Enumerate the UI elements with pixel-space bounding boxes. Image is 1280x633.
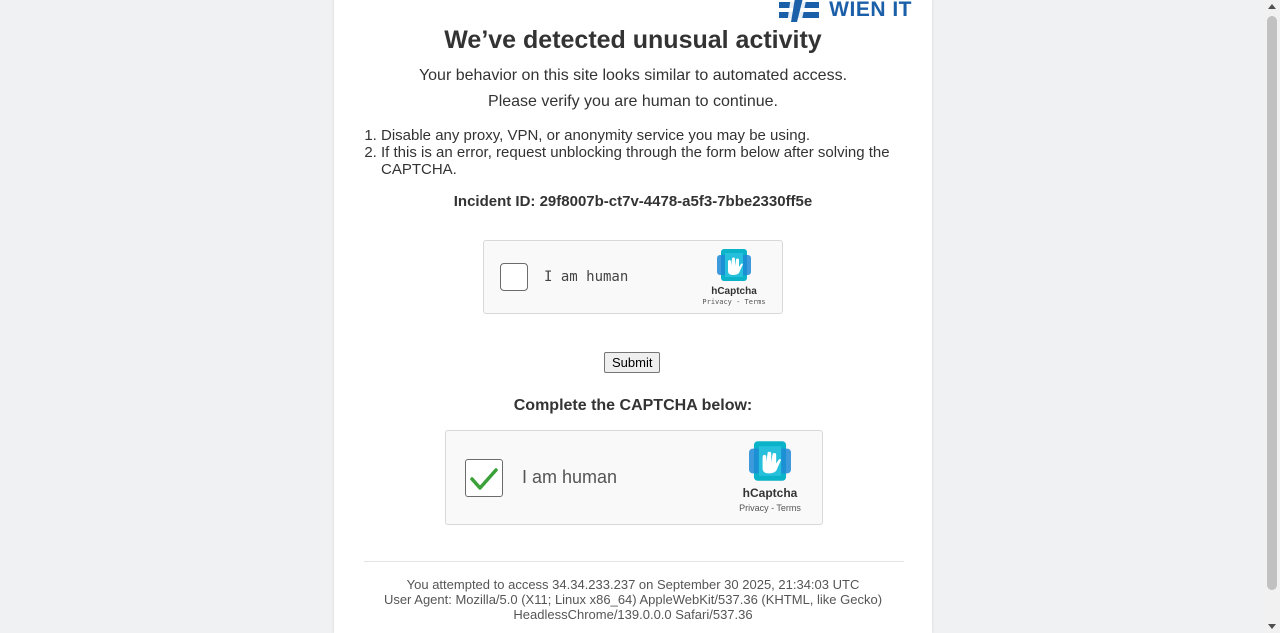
hcaptcha-links[interactable]: Privacy - Terms <box>739 503 801 513</box>
hcaptcha-brand-name: hCaptcha <box>711 286 757 297</box>
subtitle-line-1: Your behavior on this site looks similar to automated access. <box>418 67 848 84</box>
hcaptcha-widget-small <box>483 240 783 314</box>
vertical-scrollbar[interactable] <box>1265 0 1280 633</box>
checkmark-icon <box>466 460 502 496</box>
hcaptcha-brand-name: hCaptcha <box>742 486 798 500</box>
wien-it-logo-icon <box>777 0 821 24</box>
logo-text: WIEN IT <box>829 0 912 21</box>
scroll-thumb[interactable] <box>1267 16 1277 590</box>
instruction-item: 2. If this is an error, request unblocking through the form below after solving the CAPTCHA. <box>381 144 921 178</box>
captcha-checkbox-checked[interactable] <box>465 459 503 497</box>
footer-user-agent-line: User Agent: Mozilla/5.0 (X11; Linux x86_64) AppleWebKit/537.36 (KHTML, like Gecko) <box>383 592 883 607</box>
instruction-item: 1. Disable any proxy, VPN, or anonymity service you may be using. <box>381 127 921 144</box>
scroll-up-arrow-icon[interactable] <box>1268 4 1276 9</box>
page-title: We’ve detected unusual activity <box>444 26 822 54</box>
hcaptcha-logo-icon <box>717 249 751 281</box>
captcha-checkbox[interactable] <box>500 263 528 291</box>
scroll-down-arrow-icon[interactable] <box>1268 624 1276 629</box>
submit-button[interactable]: Submit <box>604 352 660 373</box>
incident-id: Incident ID: 29f8007b-ct7v-4478-a5f3-7bbe2330ff5e <box>453 193 813 210</box>
hcaptcha-widget-large <box>445 430 823 525</box>
captcha-label: I am human <box>544 269 629 285</box>
footer-access-line: You attempted to access 34.34.233.237 on September 30 2025, 21:34:03 UTC <box>406 577 860 592</box>
access-footer <box>344 577 922 622</box>
footer-user-agent-line-2: HeadlessChrome/139.0.0.0 Safari/537.36 <box>513 607 753 622</box>
instruction-list <box>364 127 921 178</box>
footer-divider <box>364 561 904 562</box>
site-logo[interactable] <box>777 0 912 24</box>
hcaptcha-logo-icon <box>749 441 791 481</box>
captcha-heading: Complete the CAPTCHA below: <box>513 397 753 414</box>
hcaptcha-branding <box>696 249 772 306</box>
subtitle-line-2: Please verify you are human to continue. <box>488 93 778 110</box>
hcaptcha-links[interactable]: Privacy - Terms <box>702 298 766 306</box>
challenge-page <box>334 0 932 633</box>
captcha-label: I am human <box>522 467 618 487</box>
hcaptcha-branding <box>730 441 810 513</box>
